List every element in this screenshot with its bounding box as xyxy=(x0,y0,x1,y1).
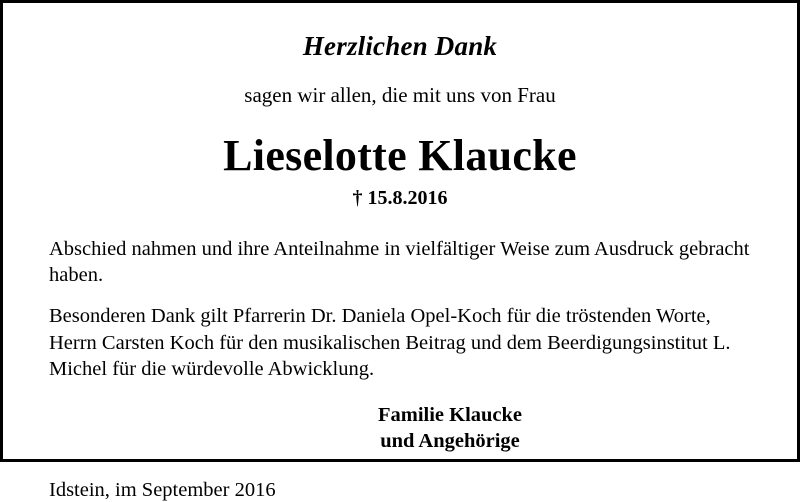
signature-relatives: und Angehörige xyxy=(380,430,520,453)
death-date: † 15.8.2016 xyxy=(352,187,448,209)
signature-block xyxy=(49,402,751,454)
paragraph-two: Besonderen Dank gilt Pfarrerin Dr. Daniela Opel-Koch für die tröstenden Worte, Herrn Carsten Koch für den musikalischen Beitrag und dem Beerdigungsinstitut L. Michel für die würdevolle Abwicklung. xyxy=(49,305,731,380)
thanks-heading: Herzlichen Dank xyxy=(302,31,498,61)
deceased-name: Lieselotte Klaucke xyxy=(223,131,577,180)
place-and-date: Idstein, im September 2016 xyxy=(49,478,276,501)
paragraph-one: Abschied nahmen und ihre Anteilnahme in vielfältiger Weise zum Ausdruck gebracht haben. xyxy=(49,238,750,287)
thanks-subheading: sagen wir allen, die mit uns von Frau xyxy=(244,83,556,107)
signature-family: Familie Klaucke xyxy=(377,404,523,427)
